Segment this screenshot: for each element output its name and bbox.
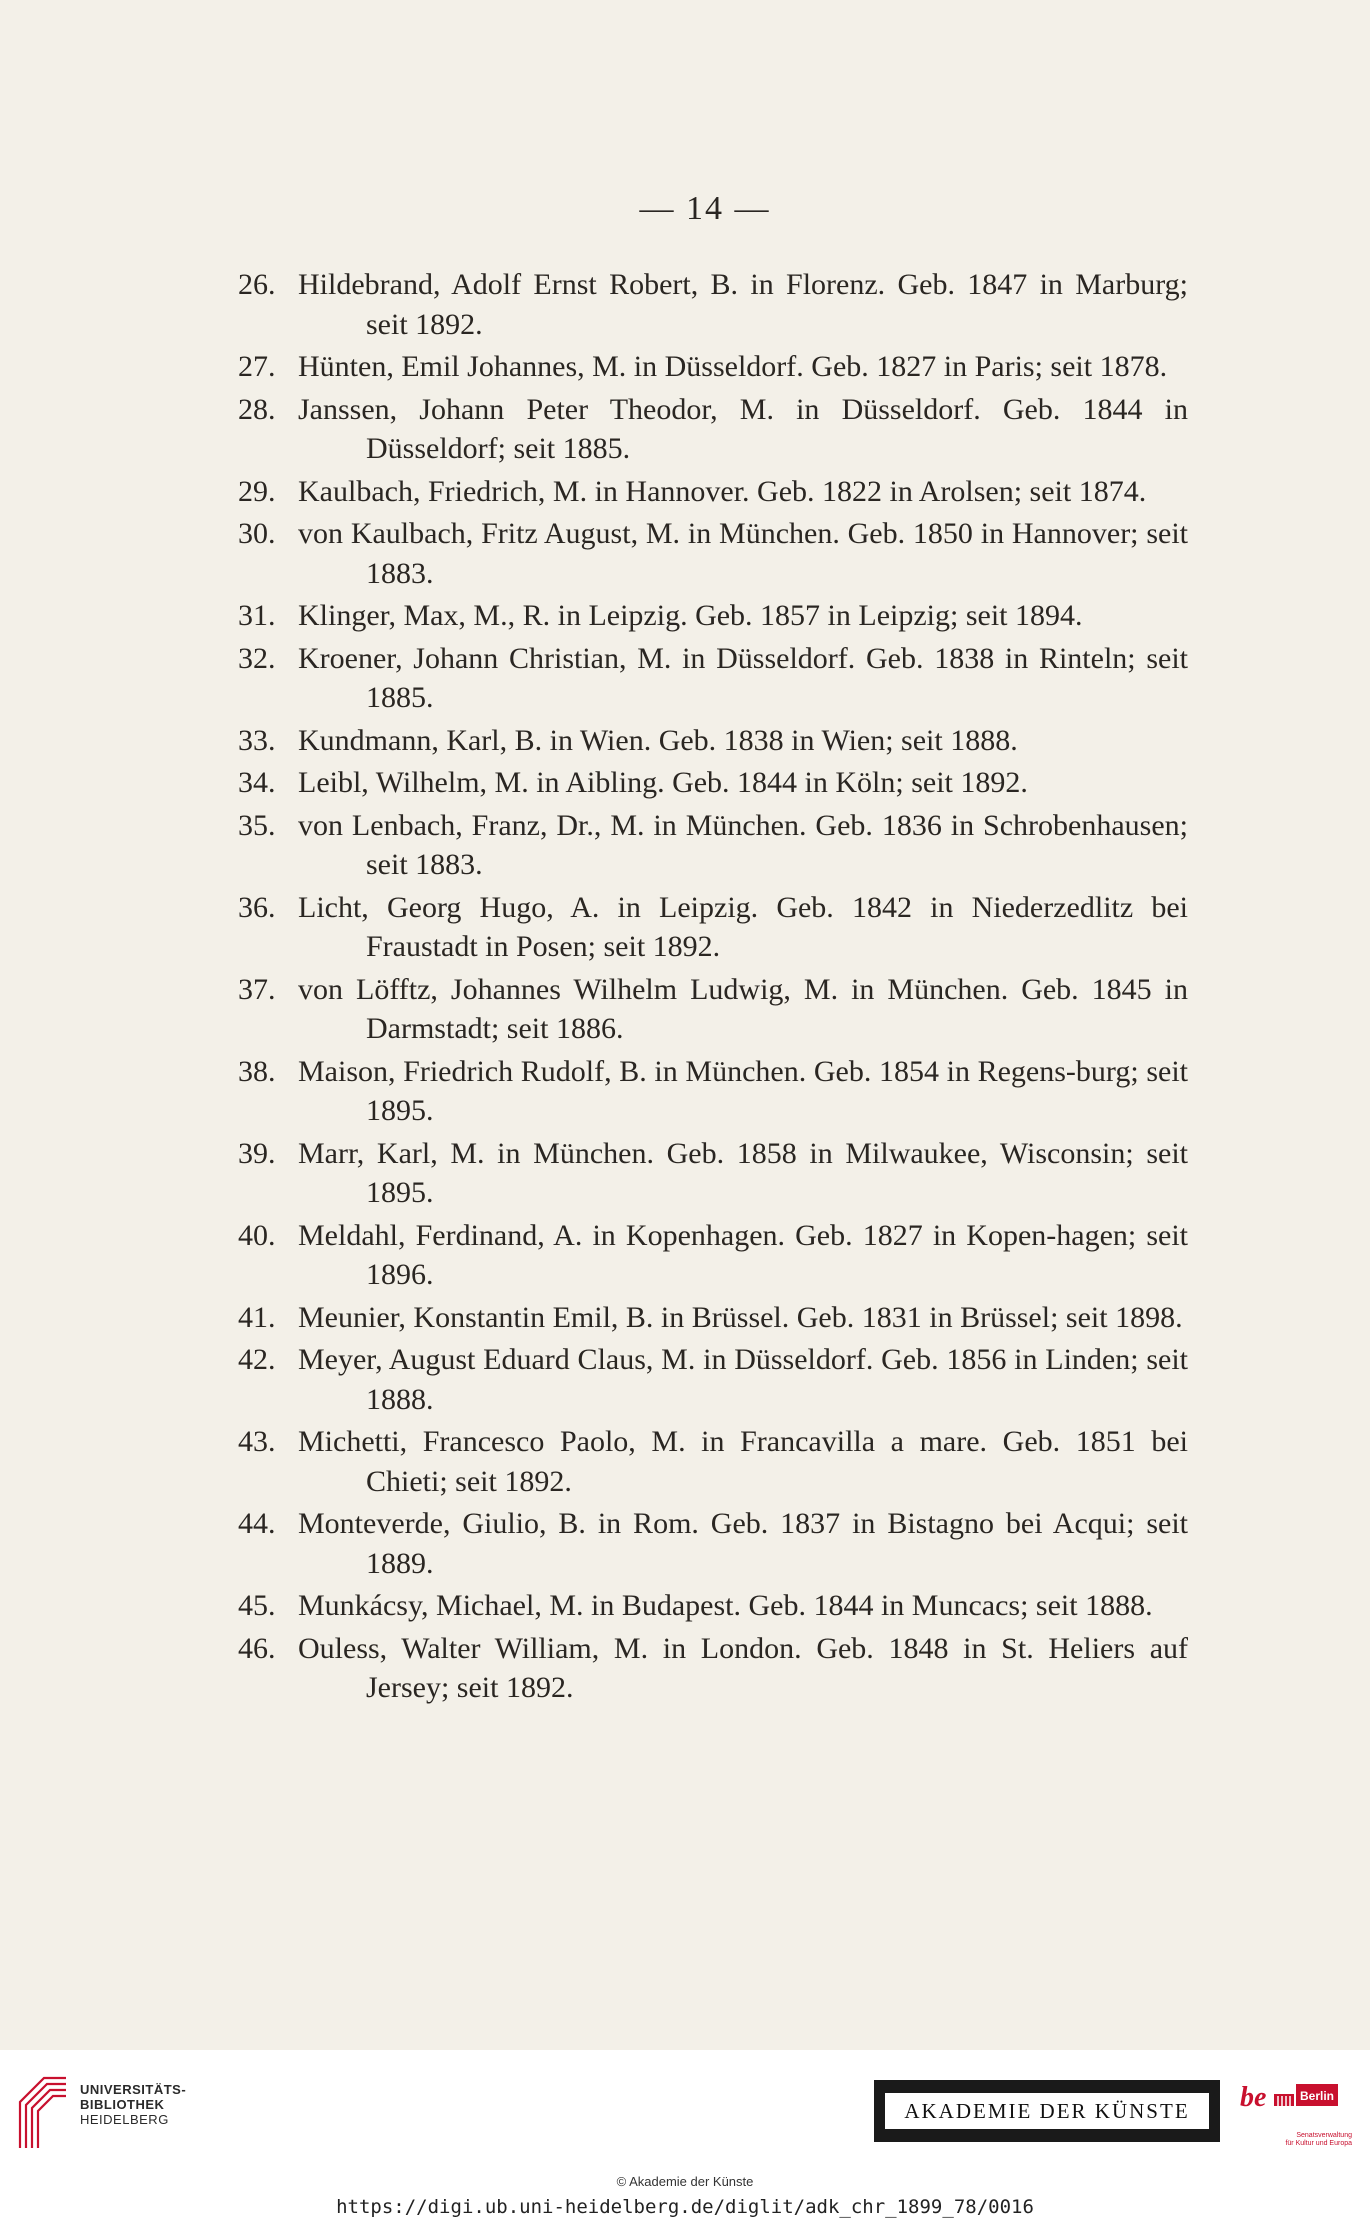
entry-number: 29. xyxy=(238,474,276,508)
list-item xyxy=(238,265,1188,344)
library-line-1: UNIVERSITÄTS- xyxy=(80,2082,187,2097)
page-number: — 14 — xyxy=(639,190,771,227)
entry-number: 38. xyxy=(238,1054,276,1088)
entry-text: Meunier, Konstantin Emil, B. in Brüssel. Geb. 1831 in Brüssel; seit 1898. xyxy=(298,1300,1183,1334)
entry-text: Hildebrand, Adolf Ernst Robert, B. in Florenz. Geb. 1847 in Marburg; seit 1892. xyxy=(298,268,1188,341)
entry-text: Marr, Karl, M. in München. Geb. 1858 in Milwaukee, Wisconsin; seit 1895. xyxy=(298,1136,1188,1209)
berlin-logo-label: Berlin xyxy=(1299,2089,1335,2103)
entry-number: 35. xyxy=(238,808,276,842)
entry-number: 45. xyxy=(238,1589,276,1622)
entry-text: Meldahl, Ferdinand, A. in Kopenhagen. Geb. 1827 in Kopen-hagen; seit 1896. xyxy=(298,1218,1188,1291)
list-item xyxy=(238,472,1188,512)
entry-text: Kroener, Johann Christian, M. in Düsseldorf. Geb. 1838 in Rinteln; seit 1885. xyxy=(298,641,1188,714)
entry-number: 44. xyxy=(238,1507,276,1540)
berlin-sub-2: für Kultur und Europa xyxy=(1285,2140,1352,2147)
entry-text: von Löfftz, Johannes Wilhelm Ludwig, M. in München. Geb. 1845 in Darmstadt; seit 1886. xyxy=(298,972,1188,1045)
list-item xyxy=(238,1134,1188,1213)
entry-number: 28. xyxy=(238,392,276,426)
list-item xyxy=(238,1216,1188,1295)
list-item xyxy=(238,888,1188,967)
list-item xyxy=(238,514,1188,593)
list-item xyxy=(238,596,1188,636)
library-line-3: HEIDELBERG xyxy=(80,2112,169,2127)
entry-text: von Lenbach, Franz, Dr., M. in München. Geb. 1836 in Schrobenhausen; seit 1883. xyxy=(298,808,1188,881)
entry-text: Janssen, Johann Peter Theodor, M. in Düsseldorf. Geb. 1844 in Düsseldorf; seit 1885. xyxy=(298,392,1188,465)
list-item xyxy=(238,1298,1188,1338)
entry-number: 31. xyxy=(238,599,276,632)
list-item xyxy=(238,639,1188,718)
entry-number: 41. xyxy=(238,1300,276,1334)
list-item xyxy=(238,721,1188,761)
akademie-label: AKADEMIE DER KÜNSTE xyxy=(884,2092,1210,2130)
list-item xyxy=(238,1052,1188,1131)
entry-number: 40. xyxy=(238,1218,276,1252)
entry-text: von Kaulbach, Fritz August, M. in München. Geb. 1850 in Hannover; seit 1883. xyxy=(298,517,1188,590)
list-item xyxy=(238,806,1188,885)
entry-text: Hünten, Emil Johannes, M. in Düsseldorf. Geb. 1827 in Paris; seit 1878. xyxy=(298,350,1168,383)
entry-number: 30. xyxy=(238,517,276,550)
entry-text: Klinger, Max, M., R. in Leipzig. Geb. 1857 in Leipzig; seit 1894. xyxy=(298,599,1083,632)
entry-text: Michetti, Francesco Paolo, M. in Francavilla a mare. Geb. 1851 bei Chieti; seit 1892. xyxy=(298,1425,1188,1498)
entry-number: 36. xyxy=(238,890,276,924)
entry-text: Maison, Friedrich Rudolf, B. in München. Geb. 1854 in Regens-burg; seit 1895. xyxy=(298,1054,1188,1127)
list-item xyxy=(238,347,1188,387)
entry-text: Monteverde, Giulio, B. in Rom. Geb. 1837 in Bistagno bei Acqui; seit 1889. xyxy=(298,1507,1188,1580)
list-item xyxy=(238,763,1188,803)
berlin-senate-text xyxy=(1272,2132,1352,2148)
entry-number: 43. xyxy=(238,1425,276,1458)
entry-text: Ouless, Walter William, M. in London. Geb. 1848 in St. Heliers auf Jersey; seit 1892. xyxy=(298,1631,1188,1704)
entry-number: 26. xyxy=(238,268,276,301)
berlin-sub-1: Senatsverwaltung xyxy=(1296,2132,1352,2139)
list-item xyxy=(238,970,1188,1049)
university-library-name xyxy=(80,2082,186,2127)
entry-number: 32. xyxy=(238,641,276,675)
akademie-logo xyxy=(874,2080,1220,2142)
svg-text:be: be xyxy=(1240,2082,1267,2113)
university-library-logo-icon xyxy=(14,2072,70,2152)
entry-number: 33. xyxy=(238,723,276,757)
copyright-notice: © Akademie der Künste xyxy=(616,2174,754,2189)
library-line-2: BIBLIOTHEK xyxy=(80,2097,165,2112)
entry-number: 34. xyxy=(238,766,276,799)
list-item xyxy=(238,1504,1188,1583)
member-list xyxy=(238,265,1188,1711)
entry-number: 46. xyxy=(238,1631,276,1665)
entry-text: Leibl, Wilhelm, M. in Aibling. Geb. 1844 in Köln; seit 1892. xyxy=(298,766,1028,799)
list-item xyxy=(238,390,1188,469)
list-item xyxy=(238,1629,1188,1708)
entry-number: 42. xyxy=(238,1343,276,1376)
list-item xyxy=(238,1422,1188,1501)
entry-text: Kaulbach, Friedrich, M. in Hannover. Geb. 1822 in Arolsen; seit 1874. xyxy=(298,474,1147,508)
entry-text: Kundmann, Karl, B. in Wien. Geb. 1838 in Wien; seit 1888. xyxy=(298,723,1018,757)
list-item xyxy=(238,1340,1188,1419)
entry-number: 37. xyxy=(238,972,276,1006)
entry-number: 39. xyxy=(238,1136,276,1170)
list-item xyxy=(238,1586,1188,1626)
entry-text: Meyer, August Eduard Claus, M. in Düsseldorf. Geb. 1856 in Linden; seit 1888. xyxy=(298,1343,1188,1416)
entry-text: Munkácsy, Michael, M. in Budapest. Geb. 1844 in Muncacs; seit 1888. xyxy=(298,1589,1153,1622)
entry-number: 27. xyxy=(238,350,276,383)
entry-text: Licht, Georg Hugo, A. in Leipzig. Geb. 1842 in Niederzedlitz bei Fraustadt in Posen; seit 1892. xyxy=(298,890,1188,963)
source-url-link[interactable]: https://digi.ub.uni-heidelberg.de/diglit/adk_chr_1899_78/0016 xyxy=(336,2196,1034,2218)
